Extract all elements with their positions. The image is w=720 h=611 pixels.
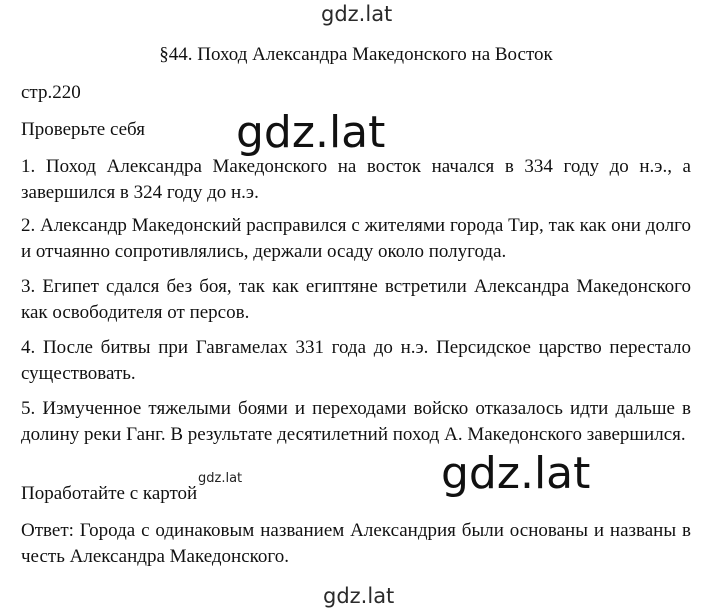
watermark-middle-large: gdz.lat [236, 107, 386, 158]
answer-4: 4. После битвы при Гавгамелах 331 года до н.э. Персидское царство перестало существовать. [21, 337, 691, 384]
section-heading-map: Поработайте с картой [21, 483, 198, 504]
answer-5: 5. Измученное тяжелыми боями и переходами войско отказалось идти дальше в долину реки Ганг. В результате десятилетний поход А. Македонского завершился. [21, 398, 691, 445]
watermark-top: gdz.lat [321, 2, 393, 26]
section-heading-check: Проверьте себя [21, 119, 145, 140]
document-title: §44. Поход Александра Македонского на Восток [159, 44, 553, 65]
answer-3: 3. Египет сдался без боя, так как египтяне встретили Александра Македонского как освободителя от персов. [21, 276, 691, 323]
watermark-bottom: gdz.lat [323, 584, 395, 608]
watermark-small: gdz.lat [198, 471, 243, 486]
page-reference: стр.220 [21, 82, 81, 103]
answer-2: 2. Александр Македонский расправился с жителями города Тир, так как они долго и отчаянно сопротивлялись, держали осаду около полугода. [21, 215, 691, 262]
map-answer: Ответ: Города с одинаковым названием Александрия были основаны и названы в честь Александра Македонского. [21, 520, 691, 567]
watermark-right-large: gdz.lat [441, 448, 591, 499]
answer-1: 1. Поход Александра Македонского на восток начался в 334 году до н.э., а завершился в 324 году до н.э. [21, 156, 691, 203]
